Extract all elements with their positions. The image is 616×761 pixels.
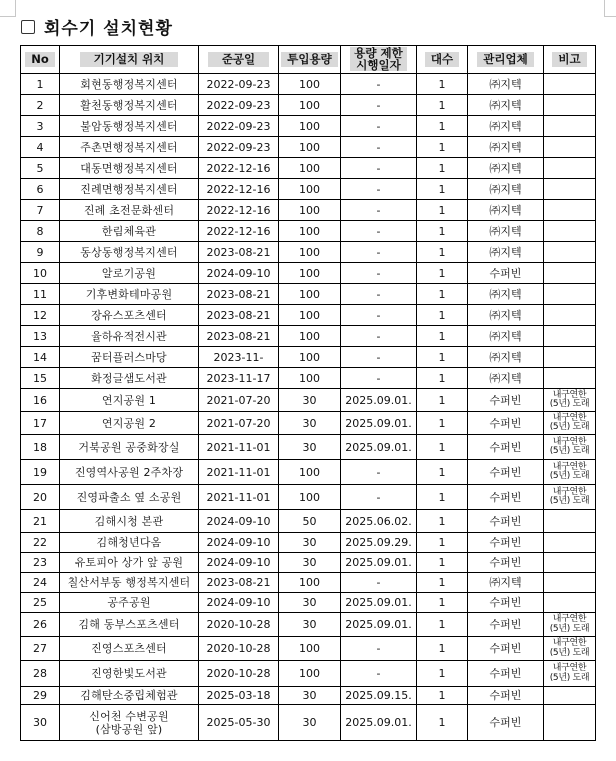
cell-no: 11: [21, 284, 60, 305]
cell-no: 27: [21, 637, 60, 661]
cell-no: 9: [21, 242, 60, 263]
cell-company: ㈜지텍: [468, 326, 544, 347]
cell-capacity: 30: [279, 613, 341, 637]
cell-location: 진영파출소 옆 소공원: [60, 485, 199, 510]
cell-no: 26: [21, 613, 60, 637]
cell-location: 진영역사공원 2주차장: [60, 460, 199, 485]
cell-no: 18: [21, 435, 60, 460]
cell-count: 1: [417, 485, 468, 510]
cell-count: 1: [417, 687, 468, 705]
cell-completion-date: 2021-07-20: [199, 412, 279, 435]
cell-completion-date: 2022-12-16: [199, 221, 279, 242]
cell-count: 1: [417, 137, 468, 158]
cell-no: 29: [21, 687, 60, 705]
cell-note: 내구연한 (5년) 도래: [544, 637, 596, 661]
cell-capacity: 100: [279, 200, 341, 221]
cell-limit-date: 2025.06.02.: [341, 510, 417, 533]
table-row: [21, 74, 596, 95]
cell-limit-date: -: [341, 200, 417, 221]
cell-location: 진례 초전문화센터: [60, 200, 199, 221]
table-row: [21, 510, 596, 533]
cell-no: 25: [21, 593, 60, 613]
cell-count: 1: [417, 412, 468, 435]
cell-completion-date: 2023-11-: [199, 347, 279, 368]
cell-completion-date: 2023-08-21: [199, 573, 279, 593]
table-row: [21, 158, 596, 179]
table-header-row: [21, 46, 596, 74]
cell-capacity: 30: [279, 389, 341, 412]
cell-limit-date: -: [341, 305, 417, 326]
cell-count: 1: [417, 573, 468, 593]
cell-location: 알로기공원: [60, 263, 199, 284]
cell-count: 1: [417, 533, 468, 553]
cell-location: 화정글샘도서관: [60, 368, 199, 389]
cell-company: ㈜지텍: [468, 95, 544, 116]
cell-limit-date: -: [341, 242, 417, 263]
table-row: [21, 705, 596, 741]
cell-no: 24: [21, 573, 60, 593]
cell-count: 1: [417, 284, 468, 305]
cell-note: 내구연한 (5년) 도래: [544, 389, 596, 412]
cell-count: 1: [417, 368, 468, 389]
cell-no: 6: [21, 179, 60, 200]
cell-no: 17: [21, 412, 60, 435]
cell-completion-date: 2023-11-17: [199, 368, 279, 389]
table-row: [21, 460, 596, 485]
cell-company: 수퍼빈: [468, 485, 544, 510]
table-row: [21, 412, 596, 435]
cell-capacity: 100: [279, 573, 341, 593]
cell-location: 신어천 수변공원 (삼방공원 앞): [60, 705, 199, 741]
cell-note: [544, 95, 596, 116]
cell-limit-date: -: [341, 573, 417, 593]
cell-company: 수퍼빈: [468, 533, 544, 553]
cell-count: 1: [417, 116, 468, 137]
cell-location: 연지공원 2: [60, 412, 199, 435]
cell-note: 내구연한 (5년) 도래: [544, 613, 596, 637]
cell-company: ㈜지텍: [468, 242, 544, 263]
cell-completion-date: 2023-08-21: [199, 284, 279, 305]
cell-note: [544, 510, 596, 533]
cell-note: [544, 705, 596, 741]
cell-completion-date: 2020-10-28: [199, 637, 279, 661]
cell-count: 1: [417, 242, 468, 263]
cell-company: ㈜지텍: [468, 116, 544, 137]
cell-location: 진영한빛도서관: [60, 661, 199, 687]
table-row: [21, 661, 596, 687]
header-count: 대수: [417, 46, 468, 74]
cell-completion-date: 2024-09-10: [199, 263, 279, 284]
table-row: [21, 263, 596, 284]
cell-completion-date: 2025-03-18: [199, 687, 279, 705]
cell-count: 1: [417, 95, 468, 116]
cell-no: 20: [21, 485, 60, 510]
cell-limit-date: -: [341, 368, 417, 389]
cell-limit-date: -: [341, 326, 417, 347]
cell-completion-date: 2022-09-23: [199, 137, 279, 158]
section-title-text: 회수기 설치현황: [44, 19, 173, 39]
cell-note: [544, 553, 596, 573]
table-row: [21, 553, 596, 573]
cell-note: [544, 200, 596, 221]
cell-completion-date: 2020-10-28: [199, 613, 279, 637]
cell-no: 16: [21, 389, 60, 412]
cell-note: [544, 533, 596, 553]
cell-count: 1: [417, 326, 468, 347]
cell-note: [544, 158, 596, 179]
cell-note: 내구연한 (5년) 도래: [544, 412, 596, 435]
cell-limit-date: -: [341, 95, 417, 116]
cell-count: 1: [417, 305, 468, 326]
table-row: [21, 687, 596, 705]
cell-no: 19: [21, 460, 60, 485]
cell-limit-date: 2025.09.01.: [341, 705, 417, 741]
table-row: [21, 137, 596, 158]
table-row: [21, 242, 596, 263]
cell-completion-date: 2024-09-10: [199, 533, 279, 553]
cell-count: 1: [417, 637, 468, 661]
cell-company: 수퍼빈: [468, 705, 544, 741]
cell-company: 수퍼빈: [468, 613, 544, 637]
cell-limit-date: -: [341, 661, 417, 687]
cell-location: 김해 동부스포츠센터: [60, 613, 199, 637]
cell-no: 30: [21, 705, 60, 741]
table-row: [21, 613, 596, 637]
cell-no: 13: [21, 326, 60, 347]
cell-capacity: 100: [279, 347, 341, 368]
cell-no: 12: [21, 305, 60, 326]
cell-no: 23: [21, 553, 60, 573]
cell-capacity: 100: [279, 74, 341, 95]
cell-completion-date: 2024-09-10: [199, 510, 279, 533]
cell-location: 대동면행정복지센터: [60, 158, 199, 179]
cell-location: 율하유적전시관: [60, 326, 199, 347]
cell-company: 수퍼빈: [468, 460, 544, 485]
cell-completion-date: 2021-11-01: [199, 435, 279, 460]
cell-company: 수퍼빈: [468, 553, 544, 573]
cell-capacity: 100: [279, 95, 341, 116]
cell-company: 수퍼빈: [468, 389, 544, 412]
cell-capacity: 100: [279, 263, 341, 284]
cell-capacity: 30: [279, 687, 341, 705]
cell-capacity: 30: [279, 705, 341, 741]
cell-company: ㈜지텍: [468, 368, 544, 389]
cell-company: 수퍼빈: [468, 593, 544, 613]
table-row: [21, 221, 596, 242]
cell-count: 1: [417, 510, 468, 533]
cell-count: 1: [417, 263, 468, 284]
cell-count: 1: [417, 661, 468, 687]
cell-company: 수퍼빈: [468, 435, 544, 460]
cell-count: 1: [417, 460, 468, 485]
recycler-installation-table: [20, 45, 596, 741]
cell-no: 2: [21, 95, 60, 116]
cell-limit-date: -: [341, 137, 417, 158]
header-completion-date: 준공일: [199, 46, 279, 74]
cell-no: 15: [21, 368, 60, 389]
cell-note: [544, 74, 596, 95]
cell-capacity: 100: [279, 284, 341, 305]
cell-capacity: 30: [279, 533, 341, 553]
table-row: [21, 116, 596, 137]
cell-note: [544, 179, 596, 200]
cell-no: 14: [21, 347, 60, 368]
cell-limit-date: 2025.09.01.: [341, 389, 417, 412]
table-row: [21, 95, 596, 116]
header-capacity: 투입용량: [279, 46, 341, 74]
cell-capacity: 100: [279, 179, 341, 200]
cell-completion-date: 2024-09-10: [199, 553, 279, 573]
cell-location: 회현동행정복지센터: [60, 74, 199, 95]
cell-note: [544, 116, 596, 137]
cell-capacity: 30: [279, 553, 341, 573]
header-note: 비고: [544, 46, 596, 74]
cell-note: [544, 137, 596, 158]
cell-limit-date: 2025.09.01.: [341, 412, 417, 435]
cell-location: 진영스포츠센터: [60, 637, 199, 661]
table-row: [21, 284, 596, 305]
cell-capacity: 50: [279, 510, 341, 533]
header-company: 관리업체: [468, 46, 544, 74]
crop-mark-top-left: [0, 0, 16, 17]
header-no: No: [21, 46, 60, 74]
cell-limit-date: -: [341, 116, 417, 137]
cell-note: [544, 347, 596, 368]
cell-note: [544, 242, 596, 263]
cell-note: [544, 305, 596, 326]
cell-note: [544, 326, 596, 347]
cell-count: 1: [417, 347, 468, 368]
cell-count: 1: [417, 179, 468, 200]
crop-mark-top-right: [604, 0, 616, 17]
table-row: [21, 573, 596, 593]
cell-completion-date: 2022-09-23: [199, 116, 279, 137]
cell-completion-date: 2022-09-23: [199, 95, 279, 116]
table-row: [21, 637, 596, 661]
cell-capacity: 100: [279, 637, 341, 661]
cell-completion-date: 2022-12-16: [199, 158, 279, 179]
table-row: [21, 326, 596, 347]
cell-company: 수퍼빈: [468, 637, 544, 661]
cell-company: ㈜지텍: [468, 573, 544, 593]
cell-completion-date: 2022-12-16: [199, 179, 279, 200]
cell-capacity: 100: [279, 221, 341, 242]
cell-limit-date: -: [341, 263, 417, 284]
cell-count: 1: [417, 553, 468, 573]
cell-count: 1: [417, 705, 468, 741]
cell-limit-date: -: [341, 460, 417, 485]
cell-limit-date: -: [341, 347, 417, 368]
cell-limit-date: -: [341, 179, 417, 200]
cell-capacity: 100: [279, 661, 341, 687]
cell-location: 불암동행정복지센터: [60, 116, 199, 137]
cell-location: 기후변화테마공원: [60, 284, 199, 305]
table-row: [21, 368, 596, 389]
cell-note: 내구연한 (5년) 도래: [544, 460, 596, 485]
cell-capacity: 100: [279, 158, 341, 179]
cell-limit-date: -: [341, 158, 417, 179]
cell-company: 수퍼빈: [468, 510, 544, 533]
cell-limit-date: -: [341, 485, 417, 510]
cell-no: 8: [21, 221, 60, 242]
table-body: [21, 74, 596, 741]
table-row: [21, 200, 596, 221]
table-row: [21, 533, 596, 553]
cell-no: 1: [21, 74, 60, 95]
cell-note: [544, 573, 596, 593]
cell-location: 한림체육관: [60, 221, 199, 242]
cell-location: 김해탄소중립체험관: [60, 687, 199, 705]
cell-company: ㈜지텍: [468, 74, 544, 95]
cell-company: 수퍼빈: [468, 661, 544, 687]
cell-note: [544, 284, 596, 305]
cell-completion-date: 2023-08-21: [199, 326, 279, 347]
cell-location: 김해청년다옴: [60, 533, 199, 553]
cell-completion-date: 2021-11-01: [199, 460, 279, 485]
cell-note: [544, 687, 596, 705]
cell-location: 김해시청 본관: [60, 510, 199, 533]
cell-company: ㈜지텍: [468, 221, 544, 242]
table-row: [21, 593, 596, 613]
section-title: [21, 14, 173, 39]
cell-limit-date: -: [341, 637, 417, 661]
cell-completion-date: 2021-11-01: [199, 485, 279, 510]
cell-no: 4: [21, 137, 60, 158]
cell-completion-date: 2022-09-23: [199, 74, 279, 95]
cell-company: ㈜지텍: [468, 200, 544, 221]
header-limit-date: 용량 제한 시행일자: [341, 46, 417, 74]
cell-note: 내구연한 (5년) 도래: [544, 435, 596, 460]
cell-capacity: 30: [279, 435, 341, 460]
cell-note: 내구연한 (5년) 도래: [544, 485, 596, 510]
cell-limit-date: 2025.09.01.: [341, 553, 417, 573]
cell-location: 진례면행정복지센터: [60, 179, 199, 200]
cell-capacity: 100: [279, 137, 341, 158]
cell-capacity: 100: [279, 368, 341, 389]
cell-company: ㈜지텍: [468, 158, 544, 179]
cell-no: 5: [21, 158, 60, 179]
cell-company: 수퍼빈: [468, 412, 544, 435]
cell-completion-date: 2021-07-20: [199, 389, 279, 412]
cell-limit-date: 2025.09.01.: [341, 593, 417, 613]
cell-company: 수퍼빈: [468, 263, 544, 284]
table-row: [21, 179, 596, 200]
cell-capacity: 100: [279, 305, 341, 326]
cell-count: 1: [417, 593, 468, 613]
cell-location: 꿈터플러스마당: [60, 347, 199, 368]
cell-capacity: 100: [279, 460, 341, 485]
cell-note: [544, 263, 596, 284]
cell-no: 7: [21, 200, 60, 221]
cell-location: 거북공원 공중화장실: [60, 435, 199, 460]
cell-limit-date: -: [341, 221, 417, 242]
cell-capacity: 100: [279, 485, 341, 510]
cell-company: ㈜지텍: [468, 179, 544, 200]
cell-limit-date: -: [341, 284, 417, 305]
cell-location: 연지공원 1: [60, 389, 199, 412]
table-row: [21, 485, 596, 510]
cell-no: 28: [21, 661, 60, 687]
cell-count: 1: [417, 613, 468, 637]
cell-count: 1: [417, 389, 468, 412]
cell-company: 수퍼빈: [468, 687, 544, 705]
cell-capacity: 100: [279, 326, 341, 347]
cell-note: 내구연한 (5년) 도래: [544, 661, 596, 687]
cell-limit-date: 2025.09.29.: [341, 533, 417, 553]
cell-no: 3: [21, 116, 60, 137]
cell-no: 22: [21, 533, 60, 553]
cell-capacity: 100: [279, 116, 341, 137]
cell-note: [544, 368, 596, 389]
cell-note: [544, 593, 596, 613]
cell-count: 1: [417, 435, 468, 460]
cell-completion-date: 2025-05-30: [199, 705, 279, 741]
cell-location: 유토피아 상가 앞 공원: [60, 553, 199, 573]
cell-company: ㈜지텍: [468, 137, 544, 158]
cell-location: 장유스포츠센터: [60, 305, 199, 326]
cell-limit-date: 2025.09.01.: [341, 435, 417, 460]
cell-note: [544, 221, 596, 242]
cell-location: 칠산서부동 행정복지센터: [60, 573, 199, 593]
table-row: [21, 347, 596, 368]
table-row: [21, 389, 596, 412]
cell-count: 1: [417, 158, 468, 179]
cell-location: 활천동행정복지센터: [60, 95, 199, 116]
cell-completion-date: 2022-12-16: [199, 200, 279, 221]
header-location: 기기설치 위치: [60, 46, 199, 74]
cell-company: ㈜지텍: [468, 347, 544, 368]
cell-capacity: 30: [279, 593, 341, 613]
cell-count: 1: [417, 74, 468, 95]
cell-no: 21: [21, 510, 60, 533]
cell-count: 1: [417, 221, 468, 242]
cell-location: 동상동행정복지센터: [60, 242, 199, 263]
table-row: [21, 305, 596, 326]
cell-location: 공주공원: [60, 593, 199, 613]
cell-company: ㈜지텍: [468, 305, 544, 326]
cell-location: 주촌면행정복지센터: [60, 137, 199, 158]
cell-company: ㈜지텍: [468, 284, 544, 305]
cell-completion-date: 2024-09-10: [199, 593, 279, 613]
cell-completion-date: 2020-10-28: [199, 661, 279, 687]
cell-limit-date: -: [341, 74, 417, 95]
cell-limit-date: 2025.09.15.: [341, 687, 417, 705]
cell-count: 1: [417, 200, 468, 221]
table-row: [21, 435, 596, 460]
checkbox-square-icon: [21, 20, 35, 34]
cell-capacity: 30: [279, 412, 341, 435]
cell-limit-date: 2025.09.01.: [341, 613, 417, 637]
cell-completion-date: 2023-08-21: [199, 305, 279, 326]
cell-capacity: 100: [279, 242, 341, 263]
cell-no: 10: [21, 263, 60, 284]
cell-completion-date: 2023-08-21: [199, 242, 279, 263]
